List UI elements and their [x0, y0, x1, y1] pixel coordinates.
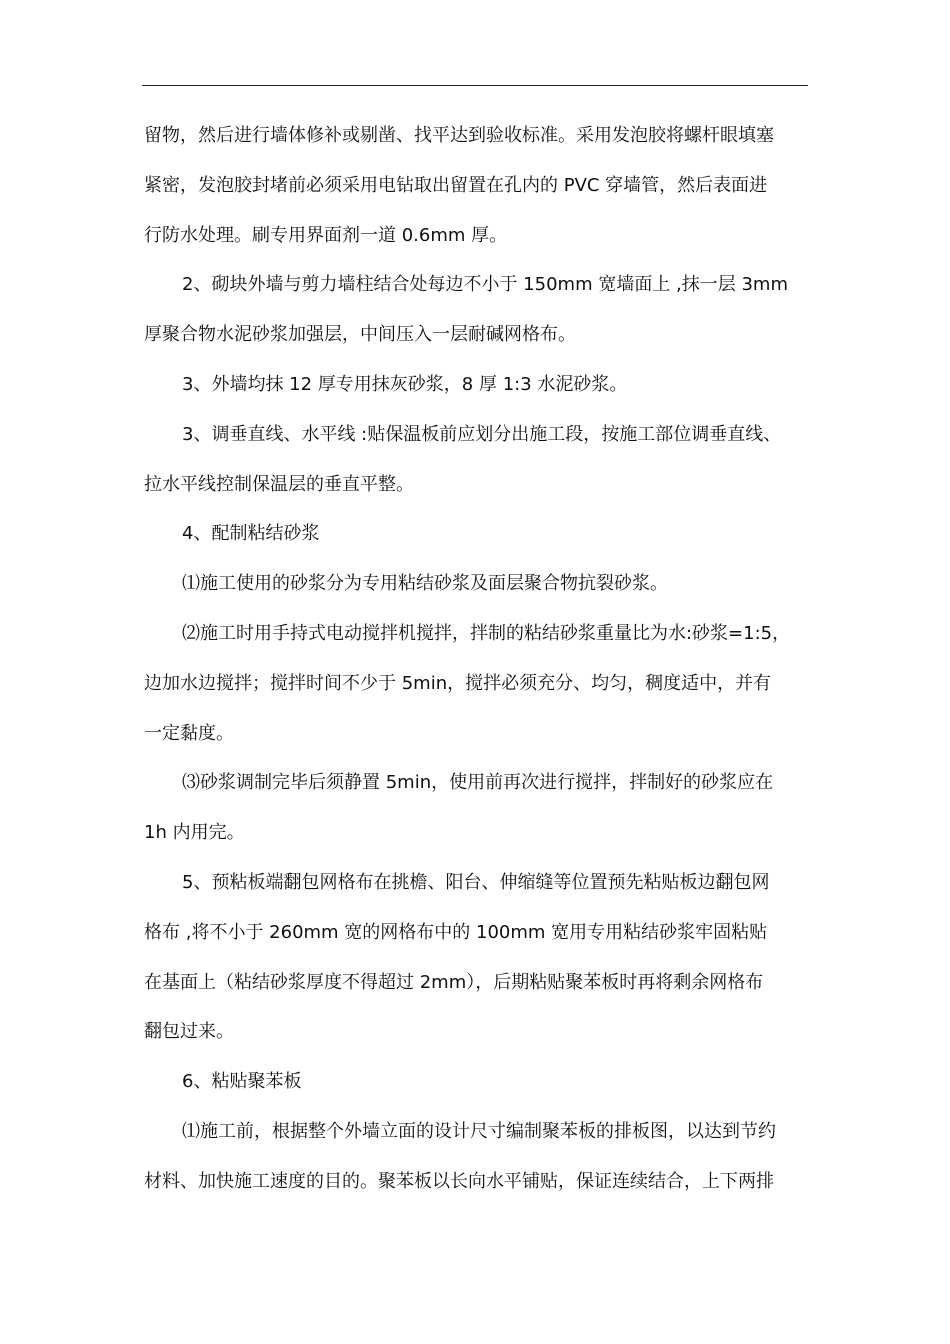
- text-line: ⑵施工时用手持式电动搅拌机搅拌，拌制的粘结砂浆重量比为水:砂浆=1:5，: [182, 622, 791, 644]
- text-line: 行防水处理。刷专用界面剂一道 0.6mm 厚。: [144, 224, 508, 246]
- text-line: 留物，然后进行墙体修补或剔凿、找平达到验收标准。采用发泡胶将螺杆眼填塞: [144, 125, 774, 146]
- header-rule: [142, 85, 808, 86]
- text-line: 3、调垂直线、水平线 :贴保温板前应划分出施工段，按施工部位调垂直线、: [182, 423, 782, 445]
- text-line: ⑶砂浆调制完毕后须静置 5min，使用前再次进行搅拌，拌制好的砂浆应在: [182, 772, 774, 794]
- text-line: 紧密，发泡胶封堵前必须采用电钻取出留置在孔内的 PVC 穿墙管，然后表面进: [144, 174, 768, 196]
- text-line: 3、外墙均抹 12 厚专用抹灰砂浆，8 厚 1:3 水泥砂浆。: [182, 373, 628, 395]
- text-line: ⑴施工使用的砂浆分为专用粘结砂浆及面层聚合物抗裂砂浆。: [182, 573, 668, 595]
- text-line: 厚聚合物水泥砂浆加强层，中间压入一层耐碱网格布。: [144, 324, 576, 346]
- text-line: 5、预粘板端翻包网格布在挑檐、阳台、伸缩缝等位置预先粘贴板边翻包网: [182, 871, 770, 893]
- text-line: 边加水边搅拌；搅拌时间不少于 5min，搅拌必须充分、均匀，稠度适中，并有: [144, 672, 772, 694]
- text-line: 翻包过来。: [144, 1021, 234, 1043]
- text-line: ⑴施工前，根据整个外墙立面的设计尺寸编制聚苯板的排板图，以达到节约: [182, 1120, 776, 1142]
- text-line: 一定黏度。: [144, 722, 234, 744]
- text-line: 1h 内用完。: [144, 822, 245, 844]
- text-line: 4、配制粘结砂浆: [182, 523, 320, 545]
- text-line: 在基面上（粘结砂浆厚度不得超过 2mm），后期粘贴聚苯板时再将剩余网格布: [144, 971, 764, 993]
- text-line: 材料、加快施工速度的目的。聚苯板以长向水平铺贴，保证连续结合，上下两排: [144, 1170, 774, 1192]
- body-text: [144, 111, 808, 1207]
- text-line: 拉水平线控制保温层的垂直平整。: [144, 473, 414, 495]
- text-line: 2、砌块外墙与剪力墙柱结合处每边不小于 150mm 宽墙面上 ,抹一层 3mm: [182, 274, 789, 296]
- text-line: 格布 ,将不小于 260mm 宽的网格布中的 100mm 宽用专用粘结砂浆牢固粘贴: [144, 921, 768, 943]
- text-line: 6、粘贴聚苯板: [182, 1071, 302, 1093]
